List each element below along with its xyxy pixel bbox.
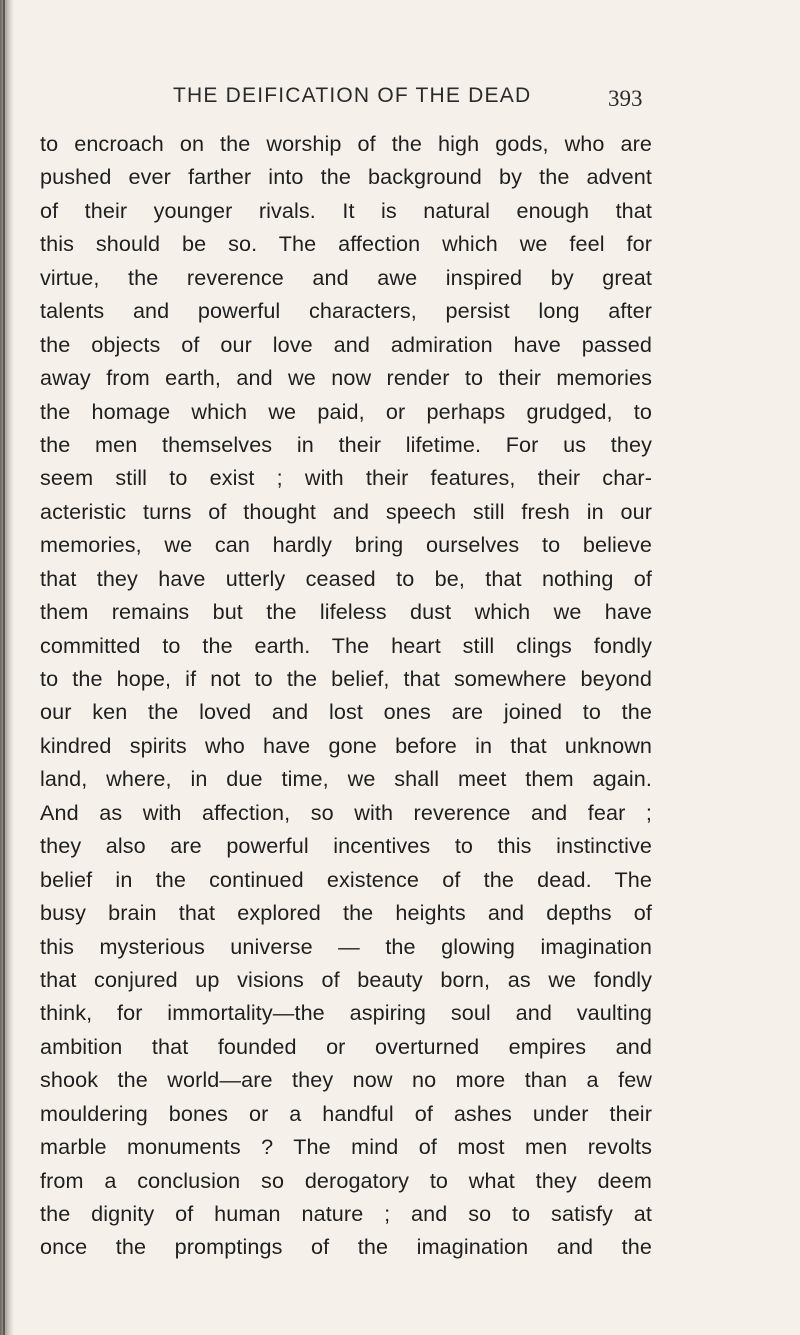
text-line: And as with affection, so with reverence and fear ; xyxy=(40,799,652,825)
text-line: of their younger rivals. It is natural enough that xyxy=(40,197,652,223)
page-binding-edge xyxy=(3,0,5,1335)
text-line: belief in the continued existence of the dead. The xyxy=(40,866,652,892)
text-line: the homage which we paid, or perhaps grudged, to xyxy=(40,398,652,424)
text-line: to encroach on the worship of the high gods, who are xyxy=(40,131,652,156)
text-line: kindred spirits who have gone before in that unknown xyxy=(40,732,652,758)
text-line: away from earth, and we now render to their memories xyxy=(40,365,652,391)
page-number: 393 xyxy=(608,86,643,111)
text-line: that conjured up visions of beauty born, as we fondly xyxy=(40,966,652,992)
text-line: virtue, the reverence and awe inspired by great xyxy=(40,264,652,290)
text-line: them remains but the lifeless dust which we have xyxy=(40,599,652,625)
text-line: our ken the loved and lost ones are joined to the xyxy=(40,699,652,725)
text-line: memories, we can hardly bring ourselves to believe xyxy=(40,532,652,558)
text-line: to the hope, if not to the belief, that somewhere beyond xyxy=(40,666,652,691)
text-line: from a conclusion so derogatory to what they deem xyxy=(40,1167,652,1193)
text-line: acteristic turns of thought and speech still fresh in our xyxy=(40,498,652,524)
text-line: think, for immortality—the aspiring soul and vaulting xyxy=(40,1000,652,1026)
text-line: this should be so. The affection which we feel for xyxy=(40,231,652,257)
text-line: seem still to exist ; with their features, their char- xyxy=(40,465,652,491)
text-line: they also are powerful incentives to this instinctive xyxy=(40,833,652,859)
text-line: ambition that founded or overturned empires and xyxy=(40,1033,652,1059)
body-text xyxy=(40,127,652,1264)
text-line: that they have utterly ceased to be, that nothing of xyxy=(40,565,652,591)
text-line: committed to the earth. The heart still clings fondly xyxy=(40,632,652,658)
text-line: shook the world—are they now no more than a few xyxy=(40,1067,652,1093)
text-line: talents and powerful characters, persist long after xyxy=(40,298,652,324)
text-line: once the promptings of the imagination and the xyxy=(40,1234,652,1260)
text-line: busy brain that explored the heights and depths of xyxy=(40,900,652,926)
text-line: the men themselves in their lifetime. For us they xyxy=(40,431,652,457)
text-line: pushed ever farther into the background by the advent xyxy=(40,164,652,190)
running-head xyxy=(0,84,800,124)
text-line: land, where, in due time, we shall meet them again. xyxy=(40,766,652,792)
text-line: the dignity of human nature ; and so to satisfy at xyxy=(40,1201,652,1226)
text-line: the objects of our love and admiration have passed xyxy=(40,331,652,357)
text-line: this mysterious universe — the glowing imagination xyxy=(40,933,652,959)
running-head-title: THE DEIFICATION OF THE DEAD xyxy=(173,84,532,107)
text-line: marble monuments ? The mind of most men revolts xyxy=(40,1134,652,1160)
text-line: mouldering bones or a handful of ashes under their xyxy=(40,1100,652,1126)
